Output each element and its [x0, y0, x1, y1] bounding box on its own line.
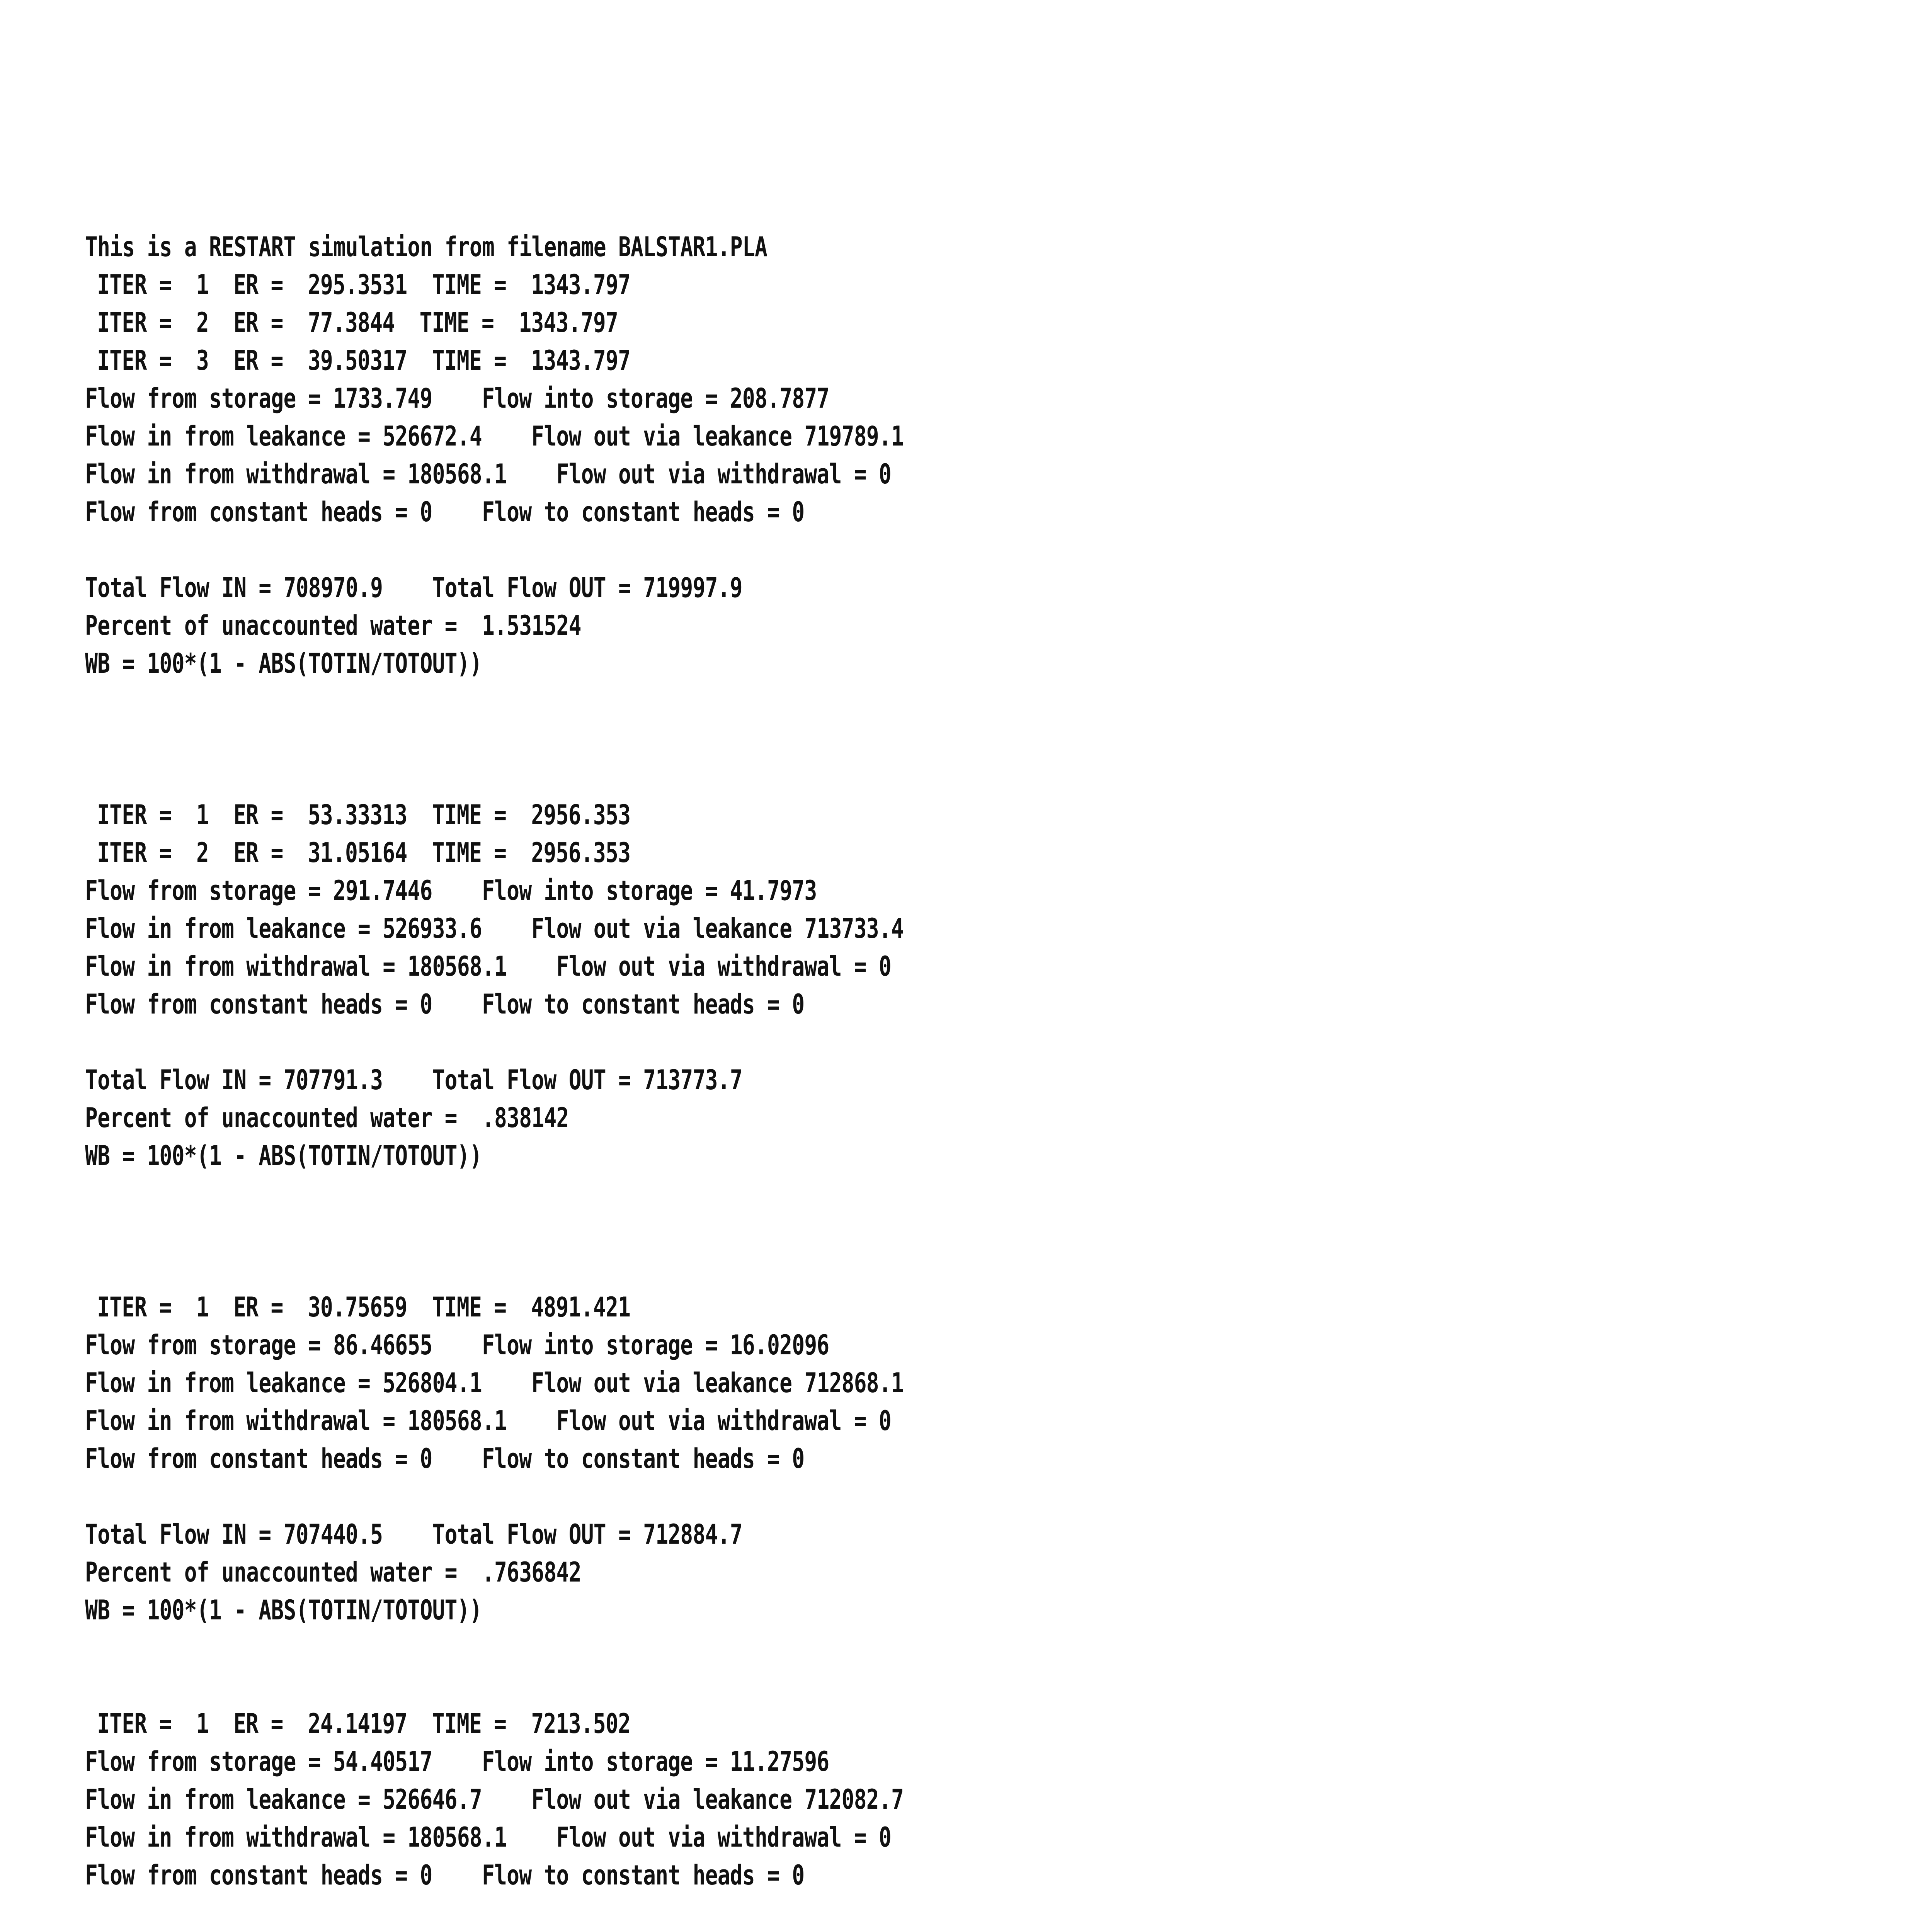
simulation-printout [85, 228, 1381, 1932]
restart-header: This is a RESTART simulation from filename BALSTAR1.PLA [85, 231, 767, 263]
iteration-line: ITER = 3 ER = 39.50317 TIME = 1343.797 [97, 345, 631, 376]
storage-flow-line: Flow from storage = 1733.749 Flow into storage = 208.7877 [85, 383, 829, 414]
unaccounted-water-line: Percent of unaccounted water = .7636842 [85, 1556, 581, 1588]
unaccounted-water-line: Percent of unaccounted water = .838142 [85, 1102, 569, 1134]
result-block-1 [85, 266, 1381, 682]
total-flow-line: Total Flow IN = 708970.9 Total Flow OUT = 719997.9 [85, 572, 742, 604]
total-flow-line: Total Flow IN = 707440.5 Total Flow OUT = 712884.7 [85, 1519, 742, 1550]
iteration-line: ITER = 1 ER = 30.75659 TIME = 4891.421 [97, 1291, 631, 1323]
leakance-flow-line: Flow in from leakance = 526933.6 Flow out via leakance 713733.4 [85, 913, 904, 944]
water-balance-formula: WB = 100*(1 - ABS(TOTIN/TOTOUT)) [85, 648, 482, 679]
result-block-4 [85, 1705, 1381, 1932]
leakance-flow-line: Flow in from leakance = 526804.1 Flow out via leakance 712868.1 [85, 1367, 904, 1399]
result-block-3 [85, 1288, 1381, 1629]
withdrawal-flow-line: Flow in from withdrawal = 180568.1 Flow out via withdrawal = 0 [85, 1821, 891, 1853]
constant-heads-line: Flow from constant heads = 0 Flow to constant heads = 0 [85, 1443, 805, 1475]
withdrawal-flow-line: Flow in from withdrawal = 180568.1 Flow out via withdrawal = 0 [85, 951, 891, 982]
storage-flow-line: Flow from storage = 291.7446 Flow into storage = 41.7973 [85, 875, 817, 906]
withdrawal-flow-line: Flow in from withdrawal = 180568.1 Flow out via withdrawal = 0 [85, 1405, 891, 1437]
iteration-line: ITER = 2 ER = 31.05164 TIME = 2956.353 [97, 837, 631, 869]
constant-heads-line: Flow from constant heads = 0 Flow to constant heads = 0 [85, 1859, 805, 1891]
leakance-flow-line: Flow in from leakance = 526646.7 Flow out via leakance 712082.7 [85, 1784, 904, 1815]
constant-heads-line: Flow from constant heads = 0 Flow to constant heads = 0 [85, 496, 805, 528]
iteration-line: ITER = 1 ER = 295.3531 TIME = 1343.797 [97, 269, 631, 301]
water-balance-formula: WB = 100*(1 - ABS(TOTIN/TOTOUT)) [85, 1594, 482, 1626]
water-balance-formula: WB = 100*(1 - ABS(TOTIN/TOTOUT)) [85, 1140, 482, 1172]
total-flow-line: Total Flow IN = 707791.3 Total Flow OUT = 713773.7 [85, 1064, 742, 1096]
unaccounted-water-line: Percent of unaccounted water = 1.531524 [85, 610, 581, 641]
storage-flow-line: Flow from storage = 54.40517 Flow into storage = 11.27596 [85, 1746, 829, 1777]
iteration-line: ITER = 1 ER = 24.14197 TIME = 7213.502 [97, 1708, 631, 1740]
withdrawal-flow-line: Flow in from withdrawal = 180568.1 Flow out via withdrawal = 0 [85, 458, 891, 490]
storage-flow-line: Flow from storage = 86.46655 Flow into storage = 16.02096 [85, 1329, 829, 1361]
iteration-line: ITER = 1 ER = 53.33313 TIME = 2956.353 [97, 799, 631, 831]
iteration-line: ITER = 2 ER = 77.3844 TIME = 1343.797 [97, 307, 618, 338]
leakance-flow-line: Flow in from leakance = 526672.4 Flow out via leakance 719789.1 [85, 420, 904, 452]
result-block-2 [85, 796, 1381, 1175]
constant-heads-line: Flow from constant heads = 0 Flow to constant heads = 0 [85, 988, 805, 1020]
